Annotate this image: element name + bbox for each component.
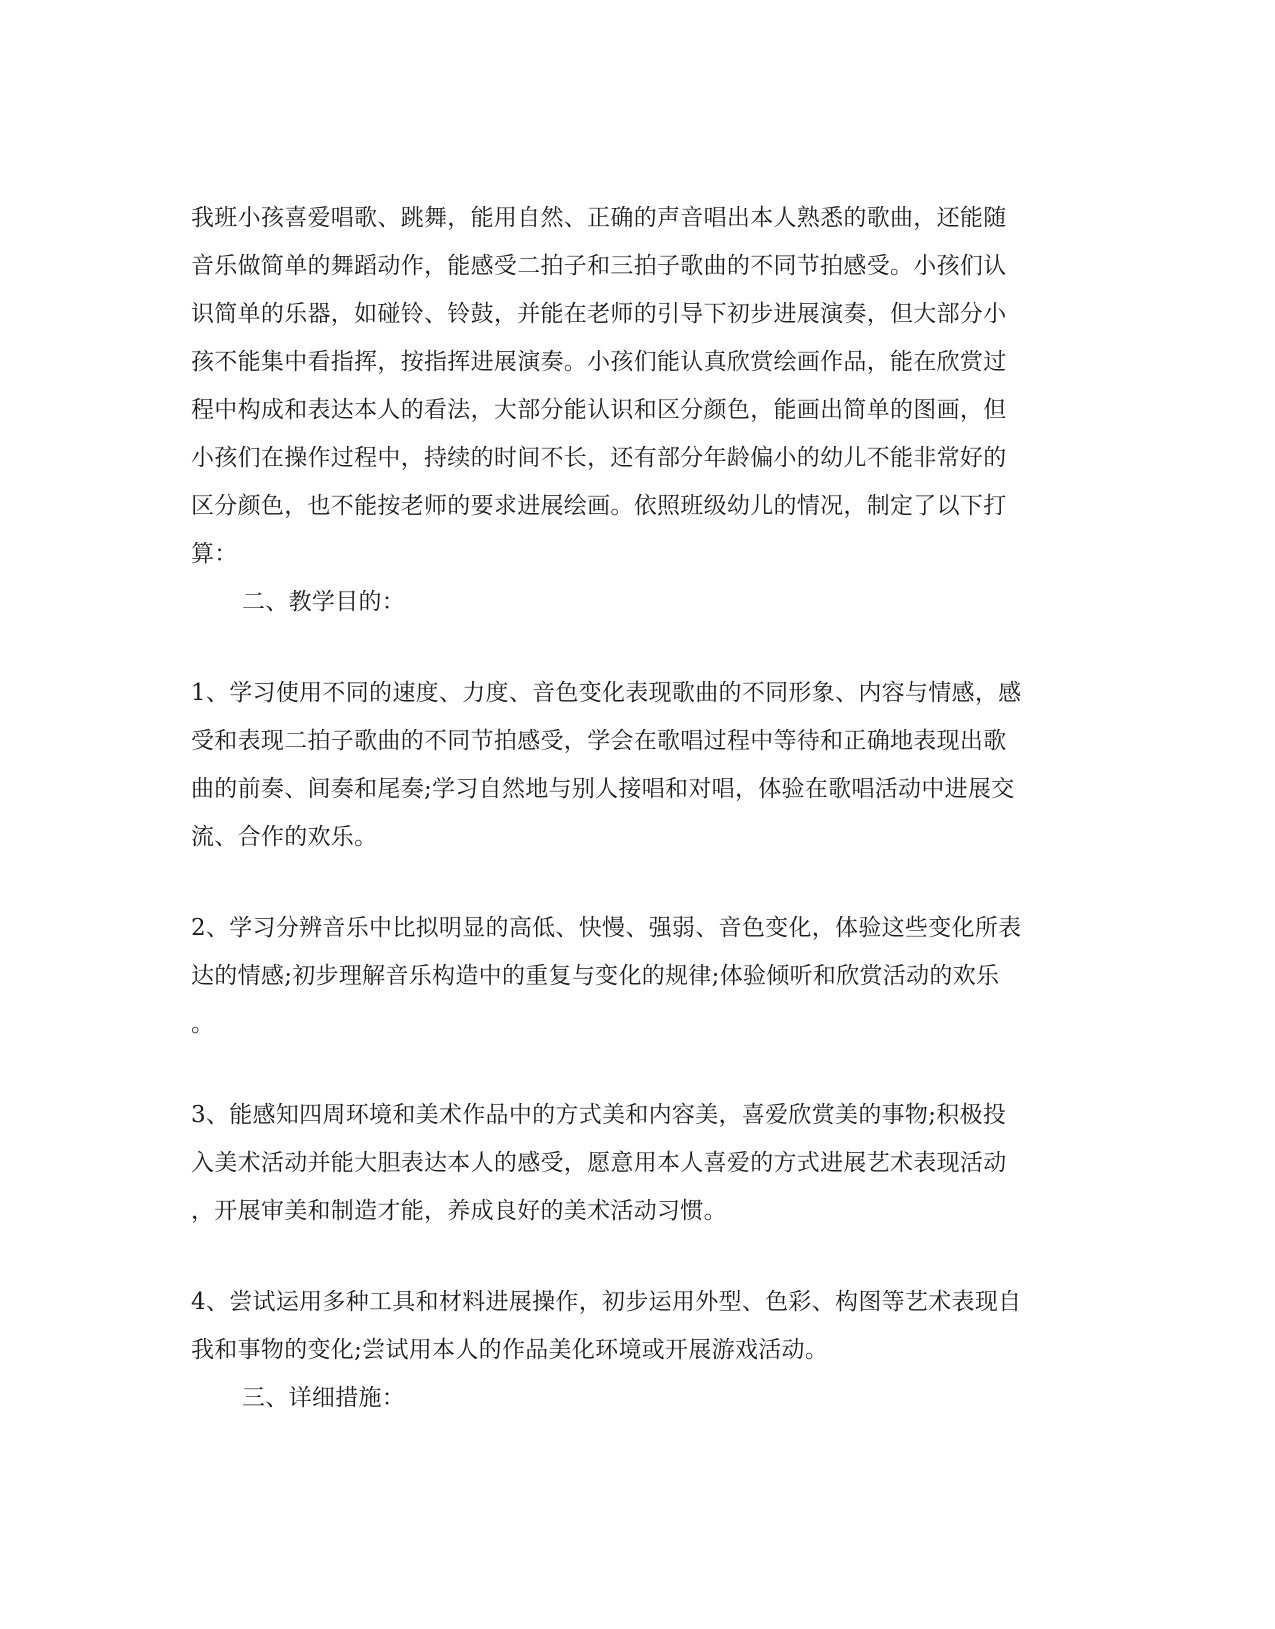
text-line: 流、合作的欢乐。	[191, 824, 378, 850]
text-line: 我和事物的变化;尝试用本人的作品美化环境或开展游戏活动。	[191, 1337, 829, 1363]
text-line: 识简单的乐器，如碰铃、铃鼓，并能在老师的引导下初步进展演奏，但大部分小	[191, 301, 1007, 327]
text-line: ，开展审美和制造才能，养成良好的美术活动习惯。	[191, 1198, 727, 1224]
section-heading-teaching-goals: 二、教学目的：	[242, 589, 406, 615]
text-line: 算：	[191, 541, 238, 567]
text-line: 受和表现二拍子歌曲的不同节拍感受，学会在歌唱过程中等待和正确地表现出歌	[191, 728, 1007, 754]
text-line: 3、能感知四周环境和美术作品中的方式美和内容美，喜爱欣赏美的事物;积极投	[191, 1102, 1007, 1128]
text-line: 音乐做简单的舞蹈动作，能感受二拍子和三拍子歌曲的不同节拍感受。小孩们认	[191, 253, 1007, 279]
text-line: 区分颜色，也不能按老师的要求进展绘画。依照班级幼儿的情况，制定了以下打	[191, 493, 1007, 519]
text-line: 2、学习分辨音乐中比拟明显的高低、快慢、强弱、音色变化，体验这些变化所表	[191, 915, 1022, 941]
text-line: 程中构成和表达本人的看法，大部分能认识和区分颜色，能画出简单的图画，但	[191, 397, 1007, 423]
text-line: 孩不能集中看指挥，按指挥进展演奏。小孩们能认真欣赏绘画作品，能在欣赏过	[191, 349, 1007, 375]
text-line: 4、尝试运用多种工具和材料进展操作，初步运用外型、色彩、构图等艺术表现自	[191, 1289, 1022, 1315]
text-line: 入美术活动并能大胆表达本人的感受，愿意用本人喜爱的方式进展艺术表现活动	[191, 1150, 1007, 1176]
text-line: 小孩们在操作过程中，持续的时间不长，还有部分年龄偏小的幼儿不能非常好的	[191, 445, 1007, 471]
text-line: 达的情感;初步理解音乐构造中的重复与变化的规律;体验倾听和欣赏活动的欢乐	[191, 963, 1000, 989]
text-line: 。	[191, 1011, 215, 1037]
section-heading-measures: 三、详细措施：	[242, 1385, 406, 1411]
text-line: 我班小孩喜爱唱歌、跳舞，能用自然、正确的声音唱出本人熟悉的歌曲，还能随	[191, 205, 1007, 231]
text-line: 曲的前奏、间奏和尾奏;学习自然地与别人接唱和对唱，体验在歌唱活动中进展交	[191, 776, 1015, 802]
text-line: 1、学习使用不同的速度、力度、音色变化表现歌曲的不同形象、内容与情感，感	[191, 680, 1022, 706]
